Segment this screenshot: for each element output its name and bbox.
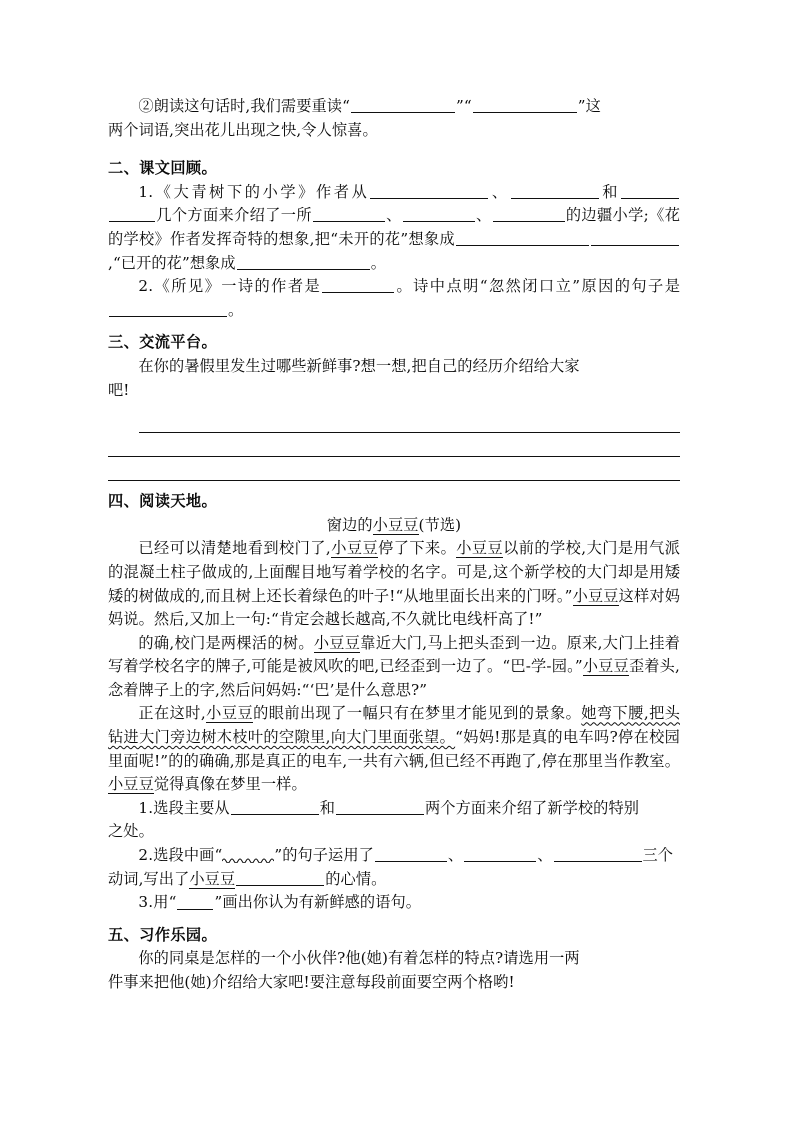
blank-field[interactable] [322, 277, 394, 293]
s4q1-text-2: 和 [319, 798, 336, 817]
character-name: 小豆豆 [108, 775, 154, 794]
quote-open: “ [342, 97, 350, 115]
section-five-prompt-line2: 件事来把他(她)介绍给大家吧!要注意每段前面要空两个格哟! [108, 973, 515, 991]
q1-text-2: 、 [489, 182, 510, 201]
character-name: 小豆豆 [189, 869, 236, 888]
blank-field[interactable] [375, 846, 447, 862]
s4q2-text-1: 选段中画 [153, 846, 215, 865]
section-four-question-3 [108, 891, 680, 915]
character-name: 小豆豆 [330, 539, 379, 558]
s4q1-text-3: 两个方面来介绍了新学校的特别 [425, 798, 640, 817]
p1-text-b: 停了下来。 [378, 539, 457, 558]
s4q2-text-7: 的心情。 [325, 869, 387, 888]
character-name: 小豆豆 [313, 633, 361, 652]
p3-text-a: 正在这时, [138, 704, 206, 723]
q1-text-11: 想象成 [189, 253, 236, 272]
s4q3-text-2: 画出你认为有新鲜感的语句。 [222, 893, 422, 912]
carryover-item-2 [108, 95, 680, 119]
section-three-answer-area[interactable] [108, 409, 680, 481]
blank-field[interactable] [493, 206, 565, 222]
carryover-item-2-text-b: 这 [585, 97, 601, 115]
carryover-item-2-line2: 两个词语,突出花儿出现之快,令人惊喜。 [108, 120, 378, 139]
blank-field[interactable] [231, 799, 319, 815]
p3-text-d: 觉得真像在梦里一样。 [153, 775, 307, 794]
s4q2-text-5: 三个 [642, 846, 674, 865]
q1-text-8: 《花的学校》作者发挥奇特的想象,把 [108, 206, 681, 248]
s4q2-text-4: 、 [537, 846, 553, 865]
blank-field[interactable] [403, 206, 475, 222]
section-five-prompt-line1: 你的同桌是怎样的一个小伙伴?他(她)有着怎样的特点?请选用一两 [138, 949, 580, 968]
q1-text-7: 的边疆小学; [565, 206, 649, 225]
q1-text-9: 想象成 [408, 229, 455, 248]
p1-text-c: 以前的学校,大门是用气派的混凝土柱子做成的,上面醒目地写着学校的名字。可是,这个新学校的大门却是用矮矮的树做成的,而且树上还长着绿色的叶子!“从地里面长出来的门呀。” [108, 539, 680, 605]
blank-field[interactable] [237, 253, 370, 269]
answer-rule[interactable] [108, 457, 680, 481]
passage-title [108, 514, 680, 538]
section-four-question-1 [108, 797, 680, 821]
section-four-question-2 [108, 844, 680, 868]
section-heading-five: 五、习作乐园。 [108, 925, 218, 944]
blank-field[interactable] [554, 846, 642, 862]
blank-field[interactable] [511, 183, 599, 199]
question-number: 1. [138, 798, 154, 817]
passage-paragraph-3 [108, 702, 680, 796]
p2-text-a: 的确,校门是两棵活的树。 [138, 633, 314, 652]
worksheet-body [108, 95, 680, 995]
p3-text-c: “妈妈!那是真的电车吗?停在校园里面呢!”的的确确,那是真正的电车,一共有六辆,但已经不再跑了,停在那里当作教室。 [108, 728, 680, 770]
blank-field[interactable] [109, 301, 227, 317]
character-name: 小豆豆 [456, 539, 504, 558]
passage-paragraph-1 [108, 537, 680, 631]
blank-field[interactable] [236, 869, 324, 885]
reading-passage [108, 537, 680, 797]
q2-text-3: 原因的 [580, 277, 632, 296]
q1-text-3: 和 [599, 182, 620, 201]
blank-field[interactable] [109, 206, 155, 222]
q2-text-1: 《所见》一诗的作者是 [153, 277, 322, 296]
quote-open: “ [214, 846, 223, 865]
wavy-underlined-sentence: 她弯下腰,把头钻进大门旁边树木枝叶的空隙里,向大门里面张望。 [108, 704, 680, 747]
quote-close: ” [214, 893, 223, 912]
q1-text-1: 《大青树下的小学》作者从 [153, 182, 370, 201]
quote-close: ” [455, 97, 464, 115]
blank-field[interactable] [336, 799, 424, 815]
q1-text-10: , [108, 253, 113, 272]
s4q1-text-1: 选段主要从 [153, 798, 230, 817]
p3-text-b: 的眼前出现了一幅只有在梦里才能见到的景象。 [253, 704, 582, 723]
question-number: 2. [138, 846, 154, 865]
character-name: 小豆豆 [582, 657, 629, 676]
s4q3-text-1: 用 [153, 893, 169, 912]
question-number: 1. [138, 182, 154, 201]
answer-rule[interactable] [108, 433, 680, 457]
p1-text-d: 这样对妈妈说。然后,又加上一句:“肯定会越长越高,不久就比电线杆高了!” [108, 586, 680, 629]
quote-open: “ [168, 893, 177, 912]
q1-text-5: 、 [385, 206, 402, 225]
section-three-prompt-line2: 吧! [108, 380, 130, 399]
q1-quote-opened-flower: “已开的花” [112, 253, 190, 272]
passage-paragraph-2 [108, 632, 680, 703]
q1-quote-unopened-flower: “未开的花” [330, 229, 409, 248]
q2-text-4: 句子是 [631, 277, 680, 296]
p2-text-c: 歪着头,念着牌子上的字,然后问妈妈:“‘巴’是什么意思?” [108, 657, 680, 699]
quote-close: ” [274, 846, 283, 865]
section-three-prompt-line1: 在你的暑假里发生过哪些新鲜事?想一想,把自己的经历介绍给大家 [138, 356, 580, 375]
question-number: 2. [138, 277, 154, 296]
section-heading-two: 二、课文回顾。 [108, 159, 218, 178]
character-name: 小豆豆 [572, 586, 619, 605]
q2-quoted-line: “忽然闭口立” [479, 277, 581, 296]
answer-rule[interactable] [139, 409, 680, 433]
passage-title-before: 窗边的 [326, 515, 373, 534]
section-heading-three: 三、交流平台。 [108, 333, 218, 352]
question-number: 3. [138, 893, 154, 912]
wavy-line-marker-icon [222, 849, 274, 863]
blank-field[interactable] [351, 97, 455, 113]
q2-text-2: 。诗中点明 [395, 277, 480, 296]
blank-field[interactable] [473, 97, 577, 113]
passage-title-after: (节选) [418, 515, 462, 534]
s4q2-text-2: 的句子运用了 [282, 846, 374, 865]
s4q2-text-6: 动词,写出了 [108, 869, 190, 888]
s4q2-text-3: 、 [447, 846, 464, 865]
section-four-question-1-line2: 之处。 [108, 822, 154, 841]
blank-field[interactable] [370, 183, 488, 199]
passage-title-character-name: 小豆豆 [372, 515, 419, 534]
carryover-item-2-text-a: ②朗读这句话时,我们需要重读 [138, 97, 343, 115]
quote-open: “ [463, 97, 472, 115]
blank-field[interactable] [621, 183, 679, 199]
q1-text-6: 、 [475, 206, 492, 225]
q1-text-12: 。 [370, 253, 386, 272]
p2-text-b: 靠近大门,马上把头歪到一边。原来,大门上挂着写着学校名字的牌子,可能是被风吹的吧,已经歪到一边了。“巴-学-园。” [108, 633, 680, 676]
blank-field[interactable] [464, 846, 536, 862]
section-heading-four: 四、阅读天地。 [108, 492, 218, 511]
section-two-question-2 [108, 275, 680, 322]
character-name: 小豆豆 [205, 704, 254, 723]
q2-text-5: 。 [228, 300, 244, 319]
section-four-question-2-line2 [108, 868, 680, 892]
q1-text-4: 几个方面来介绍了一所 [156, 206, 312, 225]
p1-text-a: 已经可以清楚地看到校门了, [138, 539, 331, 558]
blank-field[interactable] [591, 230, 679, 246]
quote-close: ” [577, 97, 586, 115]
blank-field[interactable] [313, 206, 385, 222]
section-two-question-1 [108, 181, 680, 275]
blank-field[interactable] [456, 230, 589, 246]
straight-line-marker-icon [177, 895, 213, 910]
